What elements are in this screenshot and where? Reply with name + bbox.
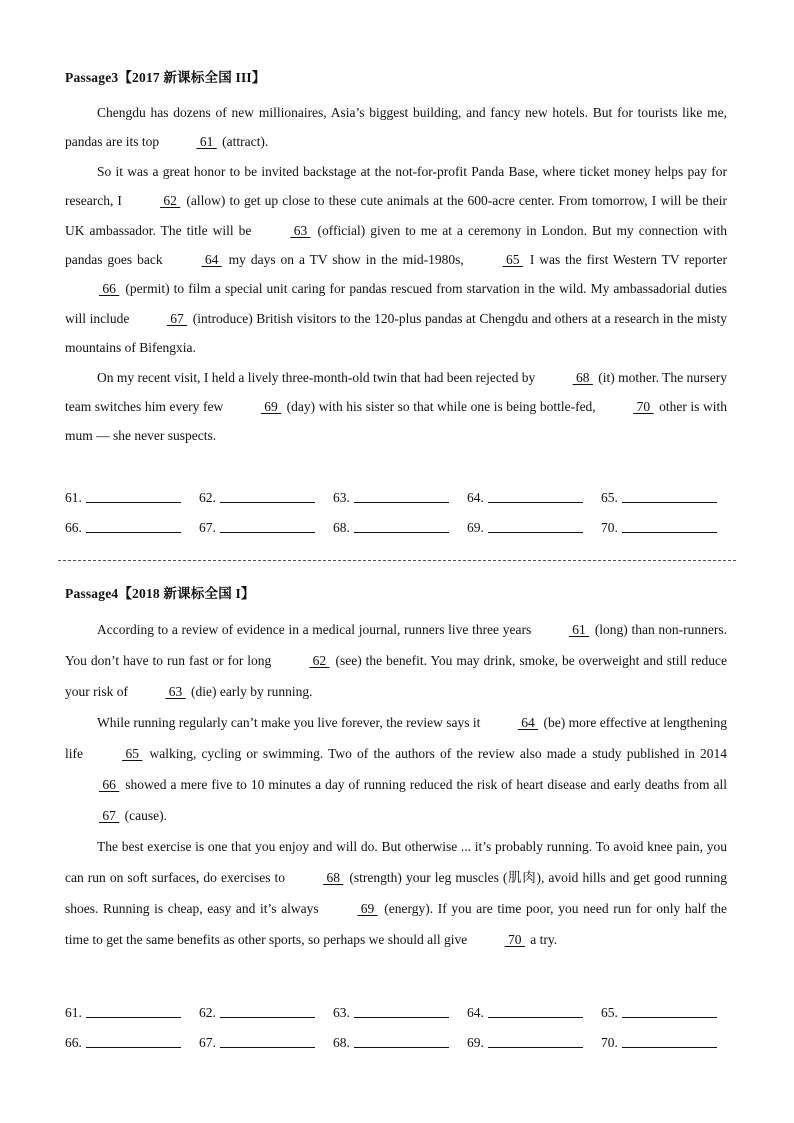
blank-number: 63 (290, 222, 311, 238)
answer-blank-line[interactable] (220, 501, 315, 503)
passage4-text (65, 614, 727, 955)
passage-text: (energy). If you are time poor, you need run for only half the time to get the same benefits as other sports, so perhaps we should all give (65, 901, 727, 947)
answer-blank-line[interactable] (622, 1046, 717, 1048)
passage-text: (official) given to me at a ceremony in London. But my connection with pandas goes back (65, 222, 728, 268)
answer-number: 69. (467, 520, 484, 535)
blank-number: 66 (99, 281, 120, 297)
paragraph (65, 98, 727, 157)
answer-number: 64. (467, 490, 484, 505)
answer-item (199, 1005, 333, 1021)
passage-text: (day) with his sister so that while one is being bottle-fed, (283, 399, 600, 415)
passage-text: a try. (526, 932, 558, 947)
passage-text: (be) more effective at lengthening life (65, 715, 728, 761)
answer-item (467, 520, 601, 536)
answer-number: 66. (65, 520, 82, 535)
answer-blank-line[interactable] (220, 1016, 315, 1018)
answer-item (333, 1035, 467, 1051)
answer-number: 70. (601, 520, 618, 535)
answer-number: 66. (65, 1035, 82, 1050)
passage-text: (permit) to film a special unit caring for pandas rescued from starvation in the wild. My ambassadorial duties will include (65, 281, 727, 326)
passage-text: other is with mum — she never suspects. (65, 399, 727, 444)
answer-number: 63. (333, 490, 350, 505)
answer-row (65, 991, 735, 1021)
answer-number: 70. (601, 1035, 618, 1050)
answer-item (199, 520, 333, 536)
answer-item (65, 520, 199, 536)
answer-item (601, 1035, 735, 1051)
passage-text: (attract). (218, 134, 269, 150)
paragraph (65, 707, 727, 831)
blank-number: 62 (309, 653, 330, 668)
answer-item (601, 520, 735, 536)
answer-blank-line[interactable] (354, 531, 449, 533)
answer-blank-line[interactable] (220, 1046, 315, 1048)
passage-text: (long) than non-runners. You don’t have to run fast or for long (65, 622, 728, 668)
answer-item (65, 1035, 199, 1051)
blank-number: 65 (122, 746, 143, 761)
answer-item (65, 1005, 199, 1021)
answer-number: 68. (333, 520, 350, 535)
answer-blank-line[interactable] (354, 1016, 449, 1018)
answer-blank-line[interactable] (220, 531, 315, 533)
blank-number: 69 (260, 399, 282, 415)
answer-item (65, 490, 199, 506)
answer-blank-line[interactable] (354, 501, 449, 503)
answer-item (199, 490, 333, 506)
answer-blank-line[interactable] (622, 531, 717, 533)
blank-number: 61 (568, 622, 590, 637)
dashed-divider (58, 560, 736, 561)
answer-item (467, 1035, 601, 1051)
answer-blank-line[interactable] (488, 1016, 583, 1018)
blank-number: 70 (633, 399, 654, 415)
passage4-answer-lines (65, 991, 735, 1051)
passage3-text (65, 98, 727, 451)
passage-text: The best exercise is one that you enjoy and will do. But otherwise ... it’s probably running. To avoid knee pain, you can run on soft surfaces, do exercises to (65, 839, 727, 885)
answer-blank-line[interactable] (86, 531, 181, 533)
passage-text: (it) mother. The nursery team switches him every few (65, 369, 727, 415)
answer-blank-line[interactable] (488, 501, 583, 503)
blank-number: 68 (572, 369, 593, 385)
passage-text: (die) early by running. (187, 684, 313, 699)
blank-number: 62 (160, 193, 181, 209)
answer-number: 61. (65, 1005, 82, 1020)
passage-text: my days on a TV show in the mid-1980s, (223, 252, 469, 268)
answer-item (199, 1035, 333, 1051)
passage-text: (introduce) British visitors to the 120-plus pandas at Chengdu and others at a research in the misty mountains of Bifengxia. (65, 310, 727, 356)
answer-item (333, 1005, 467, 1021)
passage-text: (see) the benefit. You may drink, smoke, be overweight and still reduce your risk of (65, 653, 727, 699)
answer-number: 67. (199, 1035, 216, 1050)
blank-number: 68 (323, 870, 344, 885)
passage-text: (allow) to get up close to these cute animals at the 600-acre center. From tomorrow, I will be their UK ambassador. The title will be (65, 193, 727, 238)
answer-blank-line[interactable] (86, 501, 181, 503)
passage-text: (cause). (121, 808, 167, 823)
answer-blank-line[interactable] (86, 1046, 181, 1048)
passage-text: showed a mere five to 10 minutes a day of running reduced the risk of heart disease and early deaths from all (121, 777, 727, 792)
blank-number: 61 (196, 134, 217, 150)
blank-number: 69 (357, 901, 378, 916)
answer-blank-line[interactable] (622, 501, 717, 503)
passage-text: While running regularly can’t make you live forever, the review says it (97, 715, 484, 730)
passage-text: (strength) your leg muscles (肌肉), avoid hills and get good running shoes. Running is cheap, easy and it’s always (65, 870, 727, 916)
blank-number: 65 (502, 252, 523, 268)
answer-item (333, 490, 467, 506)
paragraph (65, 831, 727, 955)
answer-number: 69. (467, 1035, 484, 1050)
answer-item (601, 1005, 735, 1021)
answer-blank-line[interactable] (86, 1016, 181, 1018)
paragraph (65, 157, 727, 363)
answer-row (65, 506, 735, 536)
answer-number: 65. (601, 1005, 618, 1020)
passage3-answer-lines (65, 476, 735, 536)
answer-number: 67. (199, 520, 216, 535)
answer-number: 68. (333, 1035, 350, 1050)
blank-number: 63 (165, 684, 186, 699)
answer-number: 61. (65, 490, 82, 505)
passage-text: On my recent visit, I held a lively three-month-old twin that had been rejected by (97, 369, 539, 385)
answer-row (65, 476, 735, 506)
paragraph (65, 614, 727, 707)
answer-item (467, 490, 601, 506)
answer-row (65, 1021, 735, 1051)
answer-number: 62. (199, 1005, 216, 1020)
passage-text: So it was a great honor to be invited backstage at the not-for-profit Panda Base, where ticket money helps pay for research, I (65, 163, 727, 209)
passage-text: According to a review of evidence in a medical journal, runners live three years (97, 622, 535, 637)
blank-number: 64 (201, 252, 222, 268)
blank-number: 67 (166, 310, 188, 326)
answer-item (467, 1005, 601, 1021)
answer-number: 64. (467, 1005, 484, 1020)
answer-blank-line[interactable] (354, 1046, 449, 1048)
answer-item (333, 520, 467, 536)
answer-blank-line[interactable] (488, 531, 583, 533)
passage3-title: Passage3【2017 新课标全国 III】 (65, 70, 266, 85)
answer-item (601, 490, 735, 506)
answer-number: 63. (333, 1005, 350, 1020)
blank-number: 67 (99, 808, 120, 823)
blank-number: 70 (504, 932, 525, 947)
blank-number: 66 (99, 777, 120, 792)
answer-blank-line[interactable] (488, 1046, 583, 1048)
answer-number: 62. (199, 490, 216, 505)
passage-text: I was the first Western TV reporter (524, 252, 727, 268)
passage4-title: Passage4【2018 新课标全国 I】 (65, 586, 255, 601)
blank-number: 64 (517, 715, 539, 730)
passage-text: walking, cycling or swimming. Two of the authors of the review also made a study published in 2014 (144, 746, 727, 761)
answer-number: 65. (601, 490, 618, 505)
passage-text: Chengdu has dozens of new millionaires, Asia’s biggest building, and fancy new hotels. But for tourists like me, pandas are its top (65, 105, 727, 150)
paragraph (65, 363, 727, 451)
answer-blank-line[interactable] (622, 1016, 717, 1018)
